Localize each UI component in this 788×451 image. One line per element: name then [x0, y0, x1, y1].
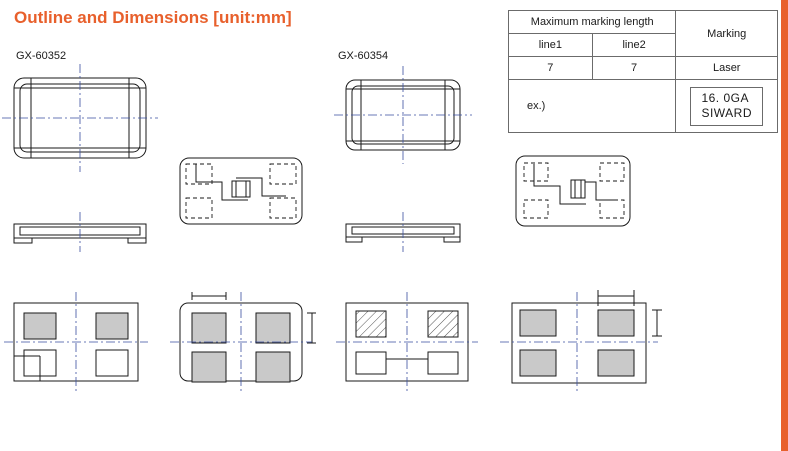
marking-method-value: Laser — [676, 57, 778, 80]
page-title: Outline and Dimensions [unit:mm] — [14, 8, 292, 27]
part-label-gx60352: GX-60352 — [16, 50, 67, 62]
line1-value: 7 — [509, 57, 593, 80]
marking-example-line2: SIWARD — [701, 105, 752, 120]
line2-value: 7 — [592, 57, 676, 80]
internal-view-gx60352 — [180, 158, 302, 224]
internal-view-gx60354 — [516, 156, 630, 226]
line1-header: line1 — [509, 34, 593, 57]
marking-header: Marking — [676, 11, 778, 57]
land-pattern-gx60352 — [180, 292, 316, 382]
land-pattern-gx60354 — [512, 290, 662, 383]
marking-length-header: Maximum marking length — [509, 11, 676, 34]
marking-example-line1: 16. 0GA — [701, 90, 749, 105]
line2-header: line2 — [592, 34, 676, 57]
example-label: ex.) — [509, 80, 676, 133]
part-label-gx60354: GX-60354 — [338, 50, 389, 62]
